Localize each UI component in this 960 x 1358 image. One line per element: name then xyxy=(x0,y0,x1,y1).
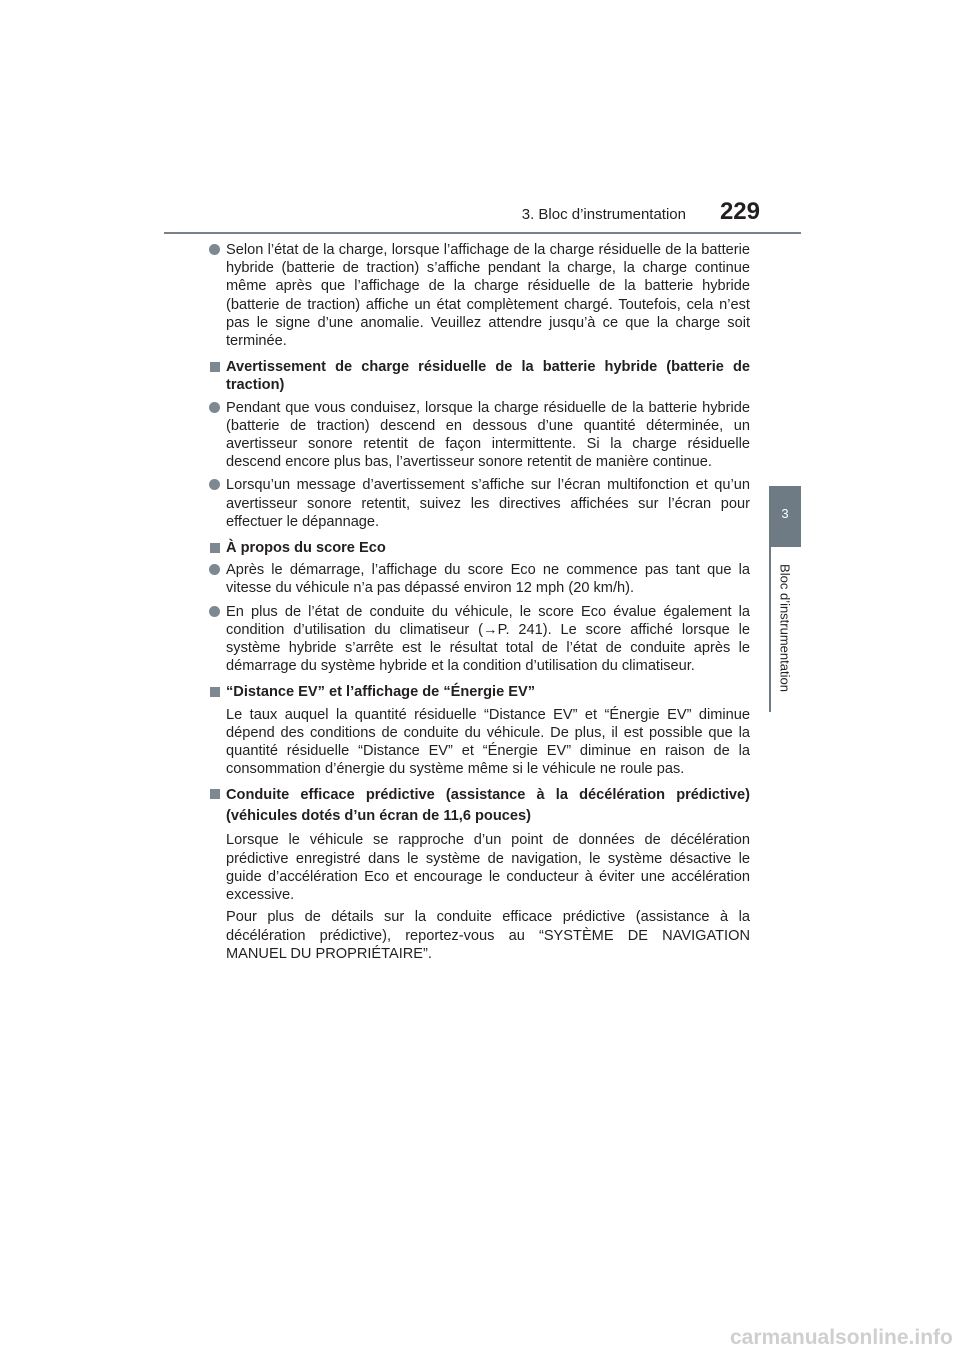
square-bullet-icon xyxy=(210,543,220,553)
bullet-item xyxy=(208,399,750,472)
square-bullet-icon xyxy=(210,789,220,799)
chapter-tab-number: 3 xyxy=(781,506,789,521)
bullet-text: Pendant que vous conduisez, lorsque la charge résiduelle de la batterie hybride (batterie de traction) descend en dessous d’une quantité déterminée, un avertisseur sonore retentit de façon intermittente. Si la charge résiduelle descend encore plus bas, l’avertisseur sonore retentit de manière continue. xyxy=(226,399,750,471)
section-heading xyxy=(208,683,750,701)
circle-bullet-icon xyxy=(209,606,220,617)
section-heading-text: À propos du score Eco xyxy=(226,540,386,557)
watermark: carmanualsonline.info xyxy=(730,1326,953,1349)
section-heading-text: “Distance EV” et l’affichage de “Énergie EV” xyxy=(226,684,535,701)
paragraph: Lorsque le véhicule se rapproche d’un point de données de décélération prédictive enregistré dans le système de navigation, le système désactive le guide d’accélération Eco et encourage le conducteur à éviter une accélération excessive. xyxy=(226,832,750,904)
paragraph: Pour plus de détails sur la conduite efficace prédictive (assistance à la décélération prédictive), reportez-vous au “SYSTÈME DE NAVIGATION MANUEL DU PROPRIÉTAIRE”. xyxy=(226,909,750,962)
bullet-item xyxy=(208,241,750,350)
bullet-text: Lorsqu’un message d’avertissement s’affiche sur l’écran multifonction et qu’un avertisseur sonore retentit, suivez les directives affichées sur l’écran pour effectuer le dépannage. xyxy=(226,477,750,530)
bullet-item xyxy=(208,561,750,597)
section-heading xyxy=(208,539,750,557)
bullet-text: Après le démarrage, l’affichage du score Eco ne commence pas tant que la vitesse du véhicule n’a pas dépassé environ 12 mph (20 km/h). xyxy=(226,562,750,597)
bullet-text: Selon l’état de la charge, lorsque l’affichage de la charge résiduelle de la batterie hybride (batterie de traction) s’affiche pendant la charge, la charge continue même après que l’affichage de la charge résiduelle de la batterie hybride (batterie de traction) affiche un état complètement chargé. Toutefois, cela n’est pas le signe d’une anomalie. Veuillez attendre jusqu’à ce que la charge soit terminée. xyxy=(226,242,750,350)
page-body xyxy=(208,241,750,967)
bullet-text: En plus de l’état de conduite du véhicule, le score Eco évalue également la condition d’utilisation du climatiseur (→P. 241). Le score affiché lorsque le système hybride s’arrête est le résultat total de l’état de conduite après le démarrage du système hybride et la condition d’utilisation du climatiseur. xyxy=(226,603,750,675)
bullet-item xyxy=(208,603,750,676)
section-heading xyxy=(208,785,750,827)
page-number: 229 xyxy=(719,198,760,225)
circle-bullet-icon xyxy=(209,244,220,255)
section-heading xyxy=(208,358,750,394)
chapter-tab-rule xyxy=(769,547,771,712)
paragraph: Le taux auquel la quantité résiduelle “Distance EV” et “Énergie EV” diminue dépend des conditions de conduite du véhicule. De plus, il est possible que la quantité résiduelle “Distance EV” et “Énergie EV” diminue en raison de la consommation d’énergie du système même si le véhicule ne roule pas. xyxy=(226,706,750,778)
circle-bullet-icon xyxy=(209,479,220,490)
section-heading-text: Avertissement de charge résiduelle de la batterie hybride (batterie de traction) xyxy=(226,359,750,394)
section-heading-text: Conduite efficace prédictive (assistance à la décélération prédictive) (véhicules dotés d’un écran de 11,6 pouces) xyxy=(226,787,750,825)
square-bullet-icon xyxy=(210,687,220,697)
header-divider xyxy=(164,232,801,234)
square-bullet-icon xyxy=(210,362,220,372)
running-header-section: 3. Bloc d’instrumentation xyxy=(521,206,686,223)
circle-bullet-icon xyxy=(209,564,220,575)
bullet-item xyxy=(208,476,750,531)
chapter-tab xyxy=(769,486,801,547)
chapter-tab-label: Bloc d’instrumentation xyxy=(777,564,793,692)
circle-bullet-icon xyxy=(209,402,220,413)
